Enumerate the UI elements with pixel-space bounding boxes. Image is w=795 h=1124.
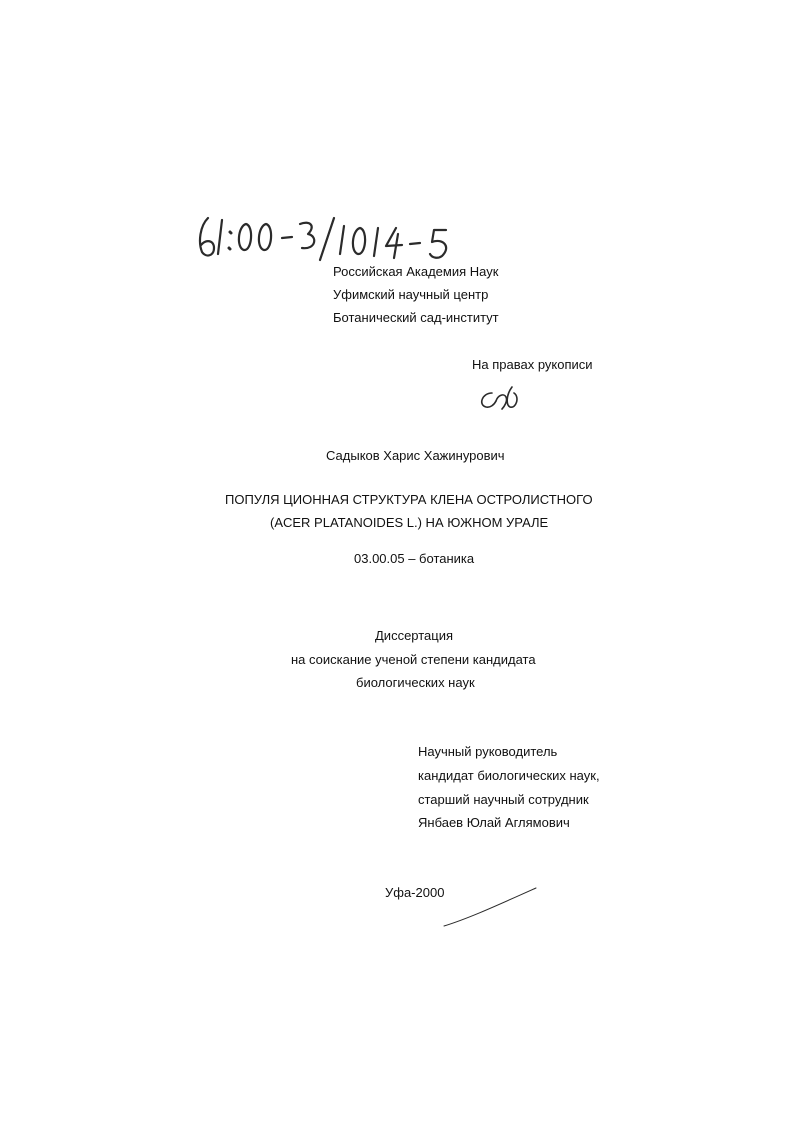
author-name: Садыков Харис Хажинурович [326,448,505,463]
thesis-title-line-2: (ACER PLATANOIDES L.) НА ЮЖНОМ УРАЛЕ [270,515,549,530]
institution-line-3: Ботанический сад-институт [333,310,499,325]
handwritten-archive-code [194,212,464,262]
supervisor-name: Янбаев Юлай Аглямович [418,815,570,830]
supervisor-line-1: Научный руководитель [418,744,558,759]
thesis-title-line-1: ПОПУЛЯ ЦИОННАЯ СТРУКТУРА КЛЕНА ОСТРОЛИСТНОГО [225,492,593,507]
pen-stroke-mark [440,884,540,930]
institution-line-1: Российская Академия Наук [333,264,499,279]
institution-line-2: Уфимский научный центр [333,287,489,302]
supervisor-line-2: кандидат биологических наук, [418,768,600,783]
city-year: Уфа-2000 [385,885,445,900]
degree-line-1: Диссертация [375,628,454,643]
signature [476,383,524,413]
specialty-code: 03.00.05 – ботаника [354,551,475,566]
degree-line-2: на соискание ученой степени кандидата [291,652,536,667]
degree-line-3: биологических наук [356,675,475,690]
manuscript-rights: На правах рукописи [472,357,593,372]
supervisor-line-3: старший научный сотрудник [418,792,589,807]
